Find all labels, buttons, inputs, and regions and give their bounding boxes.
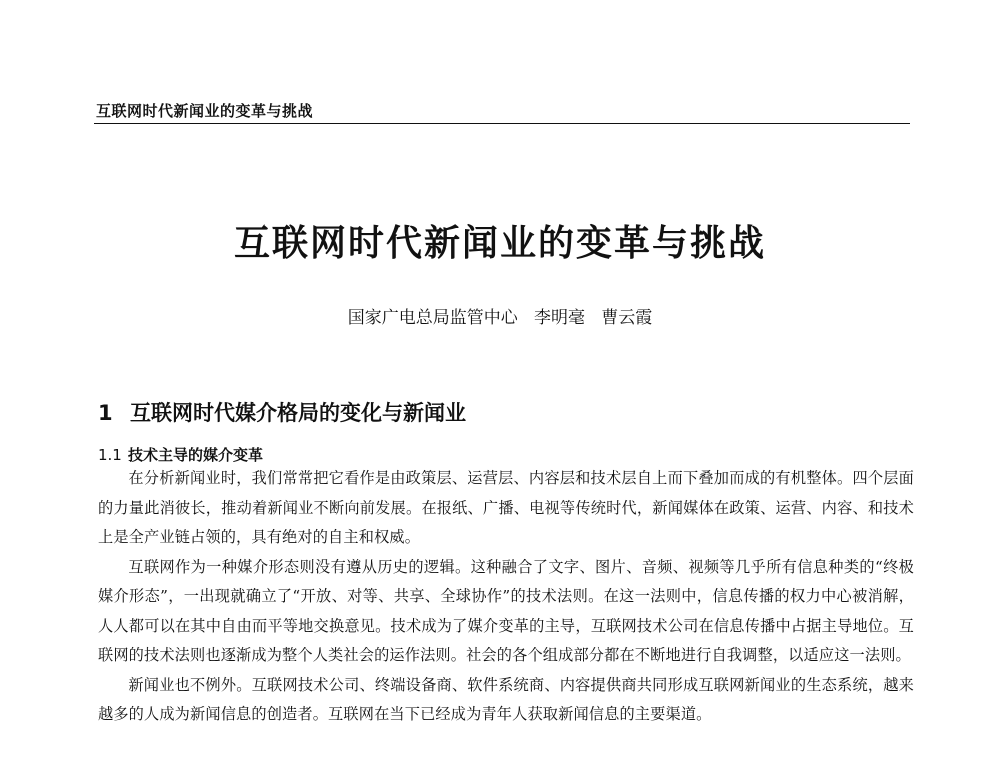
section-heading (98, 397, 466, 427)
paragraph: 在分析新闻业时，我们常常把它看作是由政策层、运营层、内容层和技术层自上而下叠加而成的有机整体。四个层面的力量此消彼长，推动着新闻业不断向前发展。在报纸、广播、电视等传统时代，新闻媒体在政策、运营、内容、和技术上是全产业链占领的，具有绝对的自主和权威。 (98, 469, 914, 546)
subsection-number: 1.1 (98, 446, 122, 464)
section-number: 1 (98, 401, 113, 425)
paragraph: 互联网作为一种媒介形态则没有遵从历史的逻辑。这种融合了文字、图片、音频、视频等几乎所有信息种类的“终极媒介形态”，一出现就确立了“开放、对等、共享、全球协作”的技术法则。在这一法则中，信息传播的权力中心被消解，人人都可以在其中自由而平等地交换意见。技术成为了媒介变革的主导，互联网技术公司在信息传播中占据主导地位。互联网的技术法则也逐渐成为整个人类社会的运作法则。社会的各个组成部分都在不断地进行自我调整，以适应这一法则。 (98, 557, 914, 664)
paragraph: 新闻业也不例外。互联网技术公司、终端设备商、软件系统商、内容提供商共同形成互联网新闻业的生态系统，越来越多的人成为新闻信息的创造者。互联网在当下已经成为青年人获取新闻信息的主要渠道。 (98, 675, 914, 723)
header-rule (94, 123, 910, 124)
subsection-title: 技术主导的媒介变革 (128, 446, 264, 464)
author-name: 曹云霞 (601, 308, 653, 328)
body-text (98, 464, 914, 766)
running-header: 互联网时代新闻业的变革与挑战 (96, 102, 314, 120)
section-title: 互联网时代媒介格局的变化与新闻业 (130, 401, 466, 425)
paper-title: 互联网时代新闻业的变革与挑战 (233, 222, 766, 264)
author-affiliation: 国家广电总局监管中心 (347, 308, 518, 328)
subsection-heading (98, 444, 263, 465)
author-name: 李明毫 (534, 308, 585, 328)
author-line (0, 303, 1000, 328)
